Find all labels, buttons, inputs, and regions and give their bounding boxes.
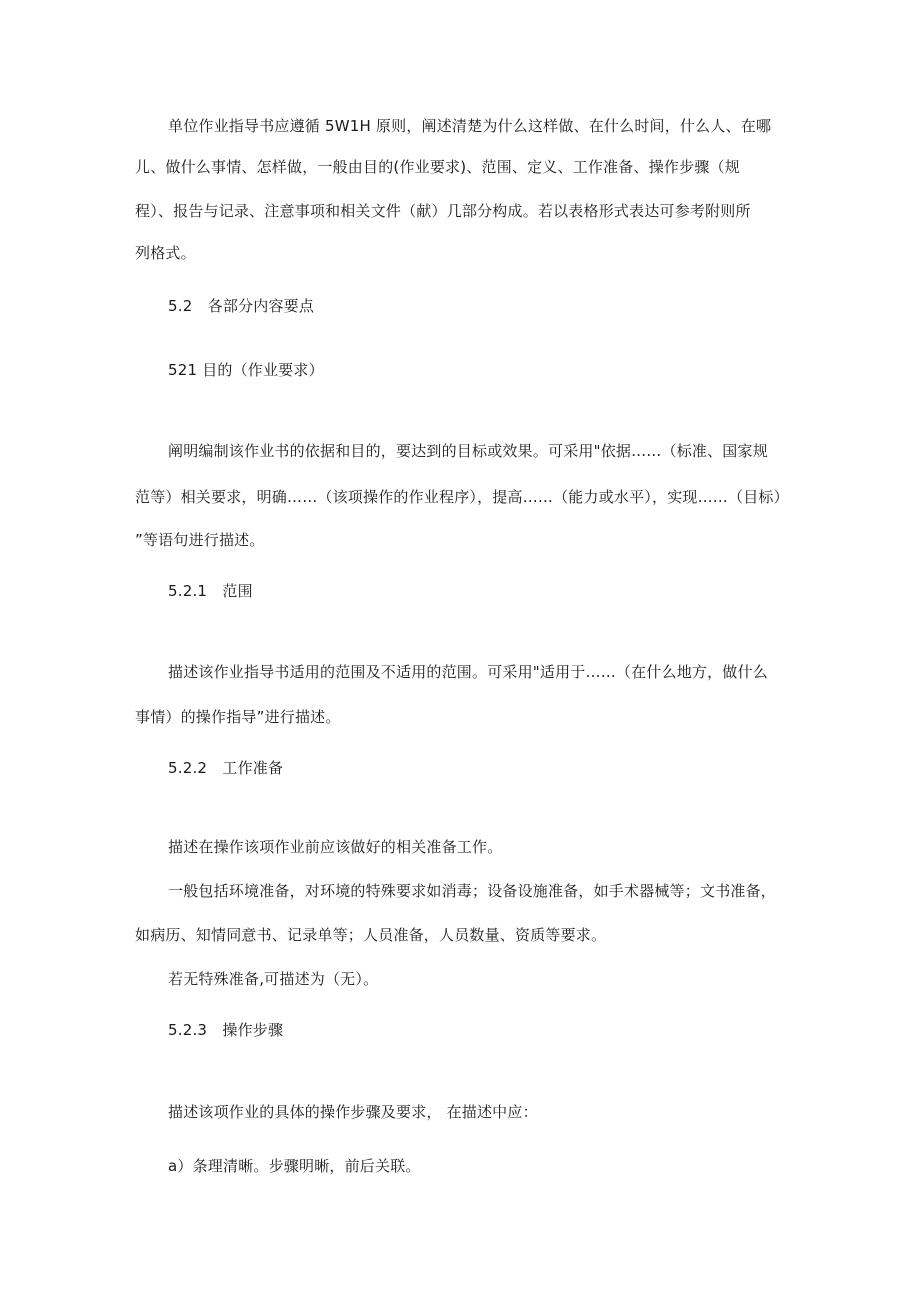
purpose-heading: 521 目的（作业要求） [168, 361, 324, 379]
preparation-line-2: 一般包括环境准备，对环境的特殊要求如消毒；设备设施准备，如手术器械等；文书准备， [168, 882, 777, 900]
preparation-line-1: 描述在操作该项作业前应该做好的相关准备工作。 [168, 838, 503, 856]
steps-line-1: 描述该项作业的具体的操作步骤及要求， 在描述中应： [168, 1103, 538, 1121]
preparation-line-4: 若无特殊准备,可描述为（无）。 [168, 970, 379, 988]
intro-line-3: 程）、报告与记录、注意事项和相关文件（献）几部分构成。若以表格形式表达可参考附则所 [135, 202, 751, 220]
scope-line-2: 事情）的操作指导”进行描述。 [135, 708, 341, 726]
preparation-line-3: 如病历、知情同意书、记录单等；人员准备，人员数量、资质等要求。 [135, 926, 607, 944]
section-5-2-heading: 5.2 各部分内容要点 [168, 297, 315, 315]
steps-heading: 5.2.3 操作步骤 [168, 1021, 284, 1039]
purpose-line-1: 阐明编制该作业书的依据和目的，要达到的目标或效果。可采用"依据……（标准、国家规 [168, 442, 768, 460]
purpose-line-3: ”等语句进行描述。 [135, 531, 265, 549]
intro-line-4: 列格式。 [135, 244, 196, 262]
purpose-line-2: 范等）相关要求，明确……（该项操作的作业程序），提高……（能力或水平），实现……（目标） [135, 488, 789, 506]
preparation-heading: 5.2.2 工作准备 [168, 759, 284, 777]
intro-line-2: 儿、做什么事情、怎样做，一般由目的(作业要求)、范围、定义、工作准备、操作步骤（规 [135, 158, 740, 176]
scope-heading: 5.2.1 范围 [168, 582, 253, 600]
intro-line-1: 单位作业指导书应遵循 5W1H 原则，阐述清楚为什么这样做、在什么时间，什么人、在哪 [168, 117, 772, 135]
scope-line-1: 描述该作业指导书适用的范围及不适用的范围。可采用"适用于……（在什么地方，做什么 [168, 663, 768, 681]
steps-item-a: a）条理清晰。步骤明晰，前后关联。 [168, 1157, 421, 1175]
